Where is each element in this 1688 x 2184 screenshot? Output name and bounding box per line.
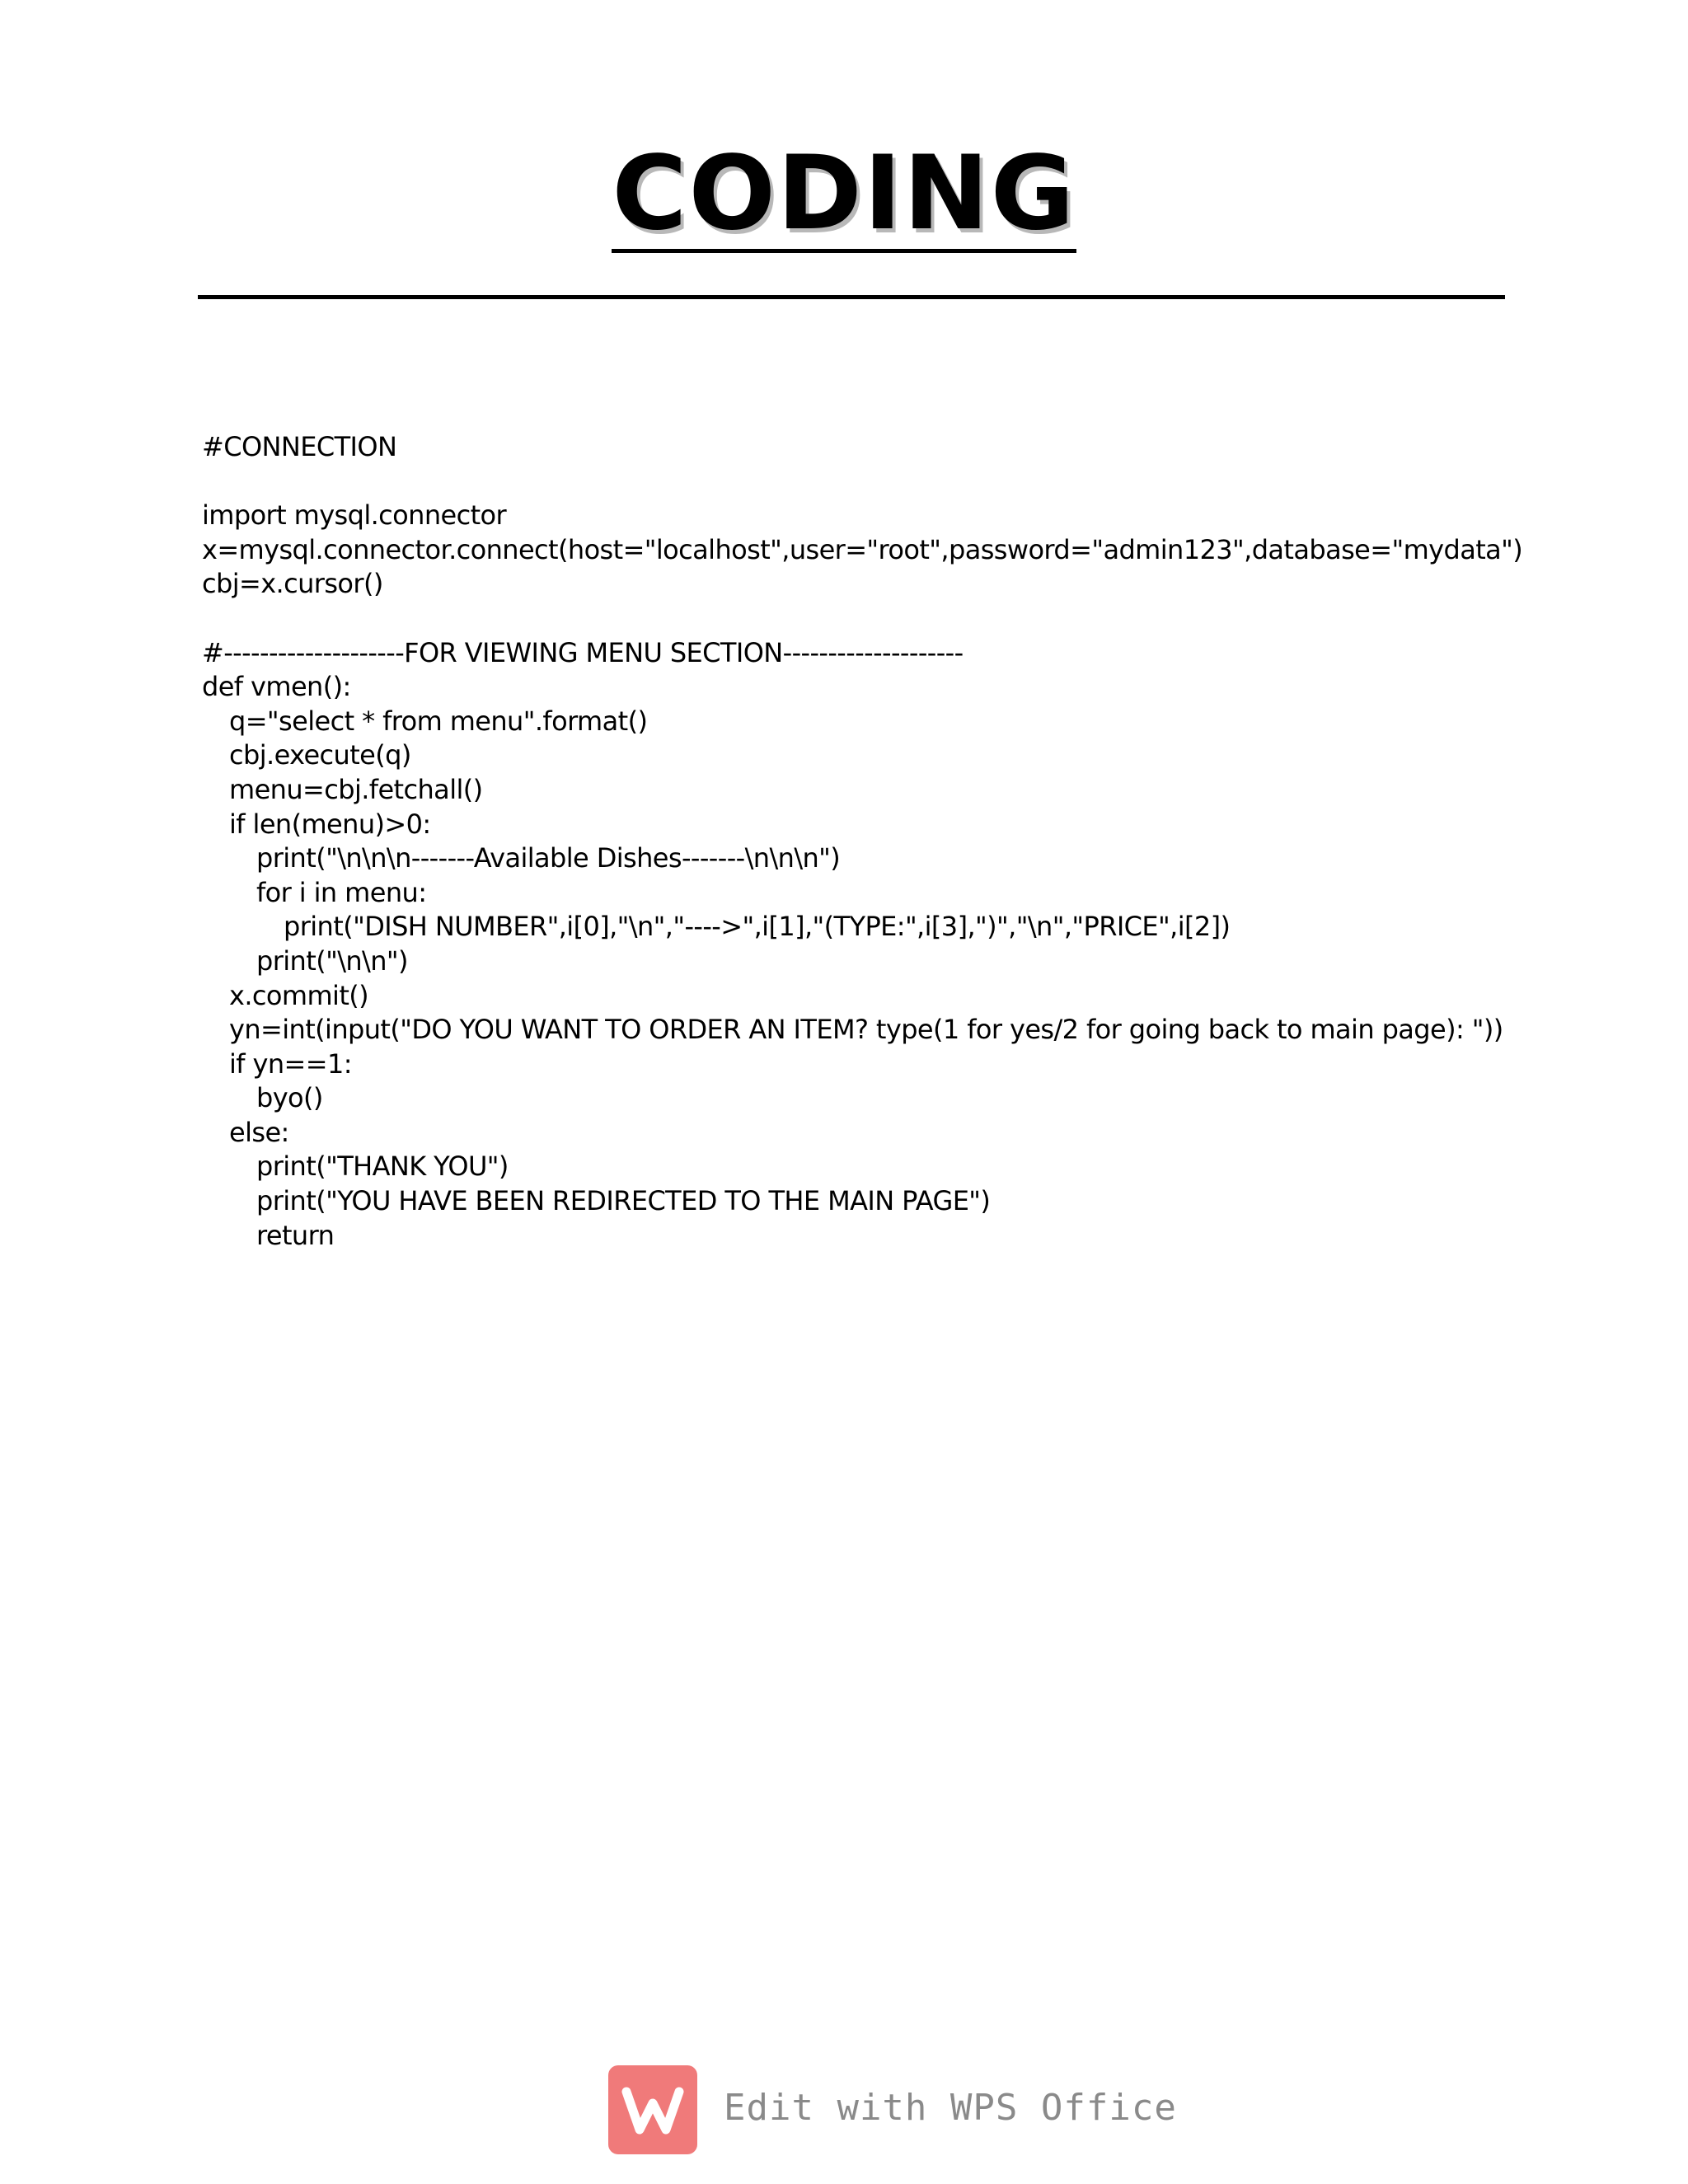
code-line: cbj.execute(q) [229, 739, 411, 771]
wps-logo-icon[interactable] [608, 2065, 697, 2154]
page-title-text: CODING [612, 134, 1076, 253]
code-block [202, 430, 1521, 1253]
code-line: print("\n\n\n-------Available Dishes-------\n\n\n") [256, 842, 841, 874]
code-line: print("\n\n") [256, 944, 408, 977]
code-line: menu=cbj.fetchall() [229, 773, 483, 805]
code-line: return [256, 1219, 335, 1251]
wps-watermark-text[interactable]: Edit with WPS Office [724, 2087, 1177, 2129]
code-line: import mysql.connector [202, 499, 507, 532]
code-line: yn=int(input("DO YOU WANT TO ORDER AN ITEM? type(1 for yes/2 for going back to main page): ")) [229, 1014, 1503, 1046]
code-line: q="select * from menu".format() [229, 705, 648, 737]
code-line: def vmen(): [202, 671, 351, 703]
code-line: else: [229, 1116, 289, 1148]
code-line: cbj=x.cursor() [202, 568, 383, 600]
code-line: print("YOU HAVE BEEN REDIRECTED TO THE MAIN PAGE") [256, 1185, 991, 1217]
title-divider [198, 295, 1505, 299]
page-title [0, 132, 1688, 255]
code-line: for i in menu: [256, 876, 427, 908]
code-line: #--------------------FOR VIEWING MENU SECTION-------------------- [202, 636, 964, 668]
code-line [202, 465, 1521, 499]
code-line: print("DISH NUMBER",i[0],"\n","---->",i[1],"(TYPE:",i[3],")","\n","PRICE",i[2]) [284, 911, 1231, 943]
code-line: #CONNECTION [202, 431, 397, 462]
code-line: x=mysql.connector.connect(host="localhost",user="root",password="admin123",database="mydata") [202, 533, 1523, 565]
code-line: if len(menu)>0: [229, 808, 431, 840]
code-line: if yn==1: [229, 1047, 352, 1080]
code-line: byo() [256, 1082, 323, 1114]
code-line: x.commit() [229, 979, 369, 1011]
code-line [202, 602, 1521, 636]
wps-w-glyph-icon [608, 2065, 697, 2154]
code-line: print("THANK YOU") [256, 1151, 509, 1183]
